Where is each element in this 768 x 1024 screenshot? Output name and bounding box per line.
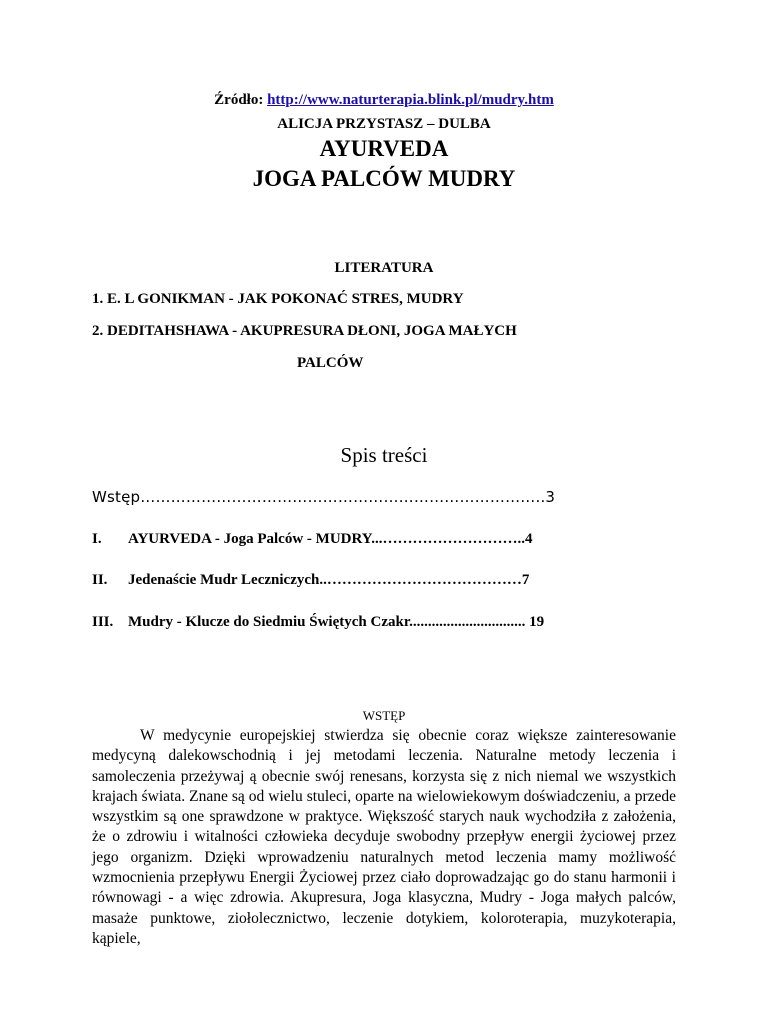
toc-entry-title: Mudry - Klucze do Siedmiu Świętych Czakr: [128, 614, 410, 630]
intro-heading: WSTĘP: [362, 708, 406, 723]
title-line-2: JOGA PALCÓW MUDRY: [252, 166, 516, 191]
toc-entry-dots: …………………………………: [326, 572, 522, 588]
intro-paragraph: W medycynie europejskiej stwierdza się obecnie coraz większe zainteresowanie medycyną dalekowschodnią i jej metodami leczenia. Naturalne metody leczenia i samoleczenia przeżywaj ą obecnie swój renesans, korzysta się z nich niemal we wszystkich krajach świata. Znane są od wielu stuleci, oparte na wielowiekowym doświadczeniu, a przede wszystkim są one sprawdzone w praktyce. Większość starych nauk wychodziła z założenia, że o zdrowiu i witalności człowieka decyduje swobodny przepływ energii życiowej przez jego organizm. Dzięki wprowadzeniu naturalnych metod leczenia mamy możliwość wzmocnienia przepływu Energii Życiowej przez ciało doprowadzając go do stanu harmonii i równowagi - a więc zdrowia. Akupresura, Joga klasyczna, Mudry - Joga małych palców, masaże punktowe, ziołolecznictwo, leczenie dotykiem, koloroterapia, muzykoterapia, kąpiele,: [92, 727, 676, 947]
literature-item-1: 1. E. L GONIKMAN - JAK POKONAĆ STRES, MUDRY: [92, 291, 464, 307]
toc-entry-title: Jedenaście Mudr Leczniczych..: [128, 572, 327, 588]
author-name: ALICJA PRZYSTASZ – DULBA: [277, 116, 491, 132]
toc-entry-1[interactable]: [92, 531, 533, 548]
toc-entry-page: 19: [525, 614, 545, 630]
toc-entry-page: 4: [525, 531, 533, 547]
literature-item-2-continued: PALCÓW: [297, 355, 364, 371]
toc-heading: Spis treści: [340, 443, 428, 467]
toc-entry-dots: ...............................: [409, 614, 526, 630]
literature-item-2: 2. DEDITAHSHAWA - AKUPRESURA DŁONI, JOGA MAŁYCH: [92, 323, 517, 339]
literature-heading: LITERATURA: [334, 260, 434, 276]
toc-entry-number: I.: [92, 531, 102, 547]
source-line: [0, 92, 768, 109]
toc-entry-3[interactable]: [92, 614, 544, 631]
source-label: Źródło:: [214, 92, 264, 108]
toc-entry-number: II.: [92, 572, 108, 588]
toc-entry-dots: ………………………..: [382, 531, 525, 547]
toc-entry-2[interactable]: [92, 572, 529, 589]
source-link[interactable]: http://www.naturterapia.blink.pl/mudry.htm: [267, 92, 554, 108]
toc-entry-page: 7: [521, 572, 530, 588]
toc-entry-intro[interactable]: Wstęp……………………………………………………………………..3: [92, 488, 556, 506]
toc-entry-number: III.: [92, 614, 114, 630]
intro-body: [92, 726, 676, 949]
title-line-1: AYURVEDA: [319, 136, 449, 161]
toc-entry-title: AYURVEDA - Joga Palców - MUDRY...: [128, 531, 383, 547]
